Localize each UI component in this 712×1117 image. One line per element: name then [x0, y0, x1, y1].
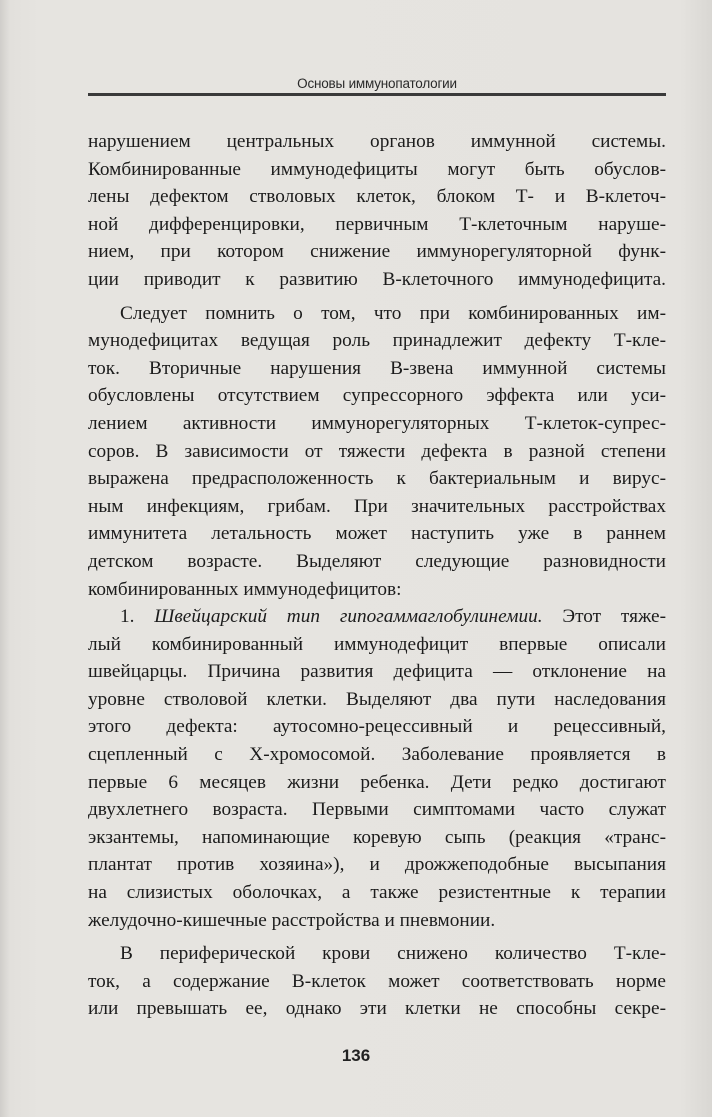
text-line: этого дефекта: аутосомно-рецессивный и рецессивный, — [88, 716, 666, 738]
header-rule — [88, 93, 666, 96]
paragraph — [88, 940, 666, 1023]
running-header — [88, 72, 666, 98]
list-item-text: Этот тяже- — [562, 606, 666, 628]
text-line: первые 6 месяцев жизни ребенка. Дети редко достигают — [88, 771, 666, 793]
page-number: 136 — [341, 1046, 371, 1065]
list-number: 1. — [120, 606, 135, 628]
text-line: плантат против хозяина»), и дрожжеподобные высыпания — [88, 854, 666, 876]
text-line: ной дифференцировки, первичным Т-клеточным наруше- — [88, 213, 666, 235]
text-line: комбинированных иммунодефицитов: — [88, 578, 402, 600]
text-line: соров. В зависимости от тяжести дефекта в разной степени — [88, 440, 666, 462]
text-line: швейцарцы. Причина развития дефицита — отклонение на — [88, 661, 666, 683]
text-line: лены дефектом стволовых клеток, блоком Т- и В-клеточ- — [88, 186, 666, 208]
text-line: выражена предрасположенность к бактериальным и вирус- — [88, 468, 666, 490]
text-line: нарушением центральных органов иммунной системы. — [88, 131, 666, 152]
list-item — [88, 603, 666, 934]
running-head-title: Основы иммунопатологии — [297, 76, 457, 91]
text-line: двухлетнего возраста. Первыми симптомами часто служат — [88, 799, 666, 821]
list-item-heading: Швейцарский тип гипогаммаглобулинемии. — [154, 606, 543, 628]
text-line: ток. Вторичные нарушения В-звена иммунной системы — [88, 357, 666, 379]
paragraph — [88, 300, 666, 604]
text-line: желудочно-кишечные расстройства и пневмонии. — [88, 909, 496, 931]
text-line: нием, при котором снижение иммунорегуляторной функ- — [88, 241, 666, 263]
text-line: ным инфекциям, грибам. При значительных расстройствах — [88, 495, 666, 517]
paragraph — [88, 128, 666, 294]
text-line: иммунитета летальность может наступить уже в раннем — [88, 523, 666, 545]
text-line: Комбинированные иммунодефициты могут быть обуслов- — [88, 158, 666, 180]
text-line: лением активности иммунорегуляторных Т-клеток-супрес- — [88, 412, 666, 434]
text-line: на слизистых оболочках, а также резистентные к терапии — [88, 882, 666, 904]
text-line: ции приводит к развитию В-клеточного иммунодефицита. — [88, 268, 666, 290]
text-line: детском возрасте. Выделяют следующие разновидности — [88, 550, 666, 572]
text-line: Следует помнить о том, что при комбинированных им- — [120, 302, 666, 324]
text-line: ток, а содержание В-клеток может соответствовать норме — [88, 970, 666, 992]
text-line: или превышать ее, однако эти клетки не способны секре- — [88, 998, 666, 1020]
text-line: уровне стволовой клетки. Выделяют два пути наследования — [88, 688, 666, 710]
text-line: экзантемы, напоминающие коревую сыпь (реакция «транс- — [88, 826, 666, 848]
list-item-first-line — [88, 603, 666, 631]
body-text — [88, 128, 666, 1023]
text-line: сцепленный с Х-хромосомой. Заболевание проявляется в — [88, 744, 666, 766]
text-line: обусловлены отсутствием супрессорного эффекта или уси- — [88, 385, 666, 407]
text-line: мунодефицитах ведущая роль принадлежит дефекту Т-кле- — [88, 330, 666, 352]
text-line: В периферической крови снижено количество Т-кле- — [120, 943, 666, 965]
text-line: лый комбинированный иммунодефицит впервые описали — [88, 633, 666, 655]
